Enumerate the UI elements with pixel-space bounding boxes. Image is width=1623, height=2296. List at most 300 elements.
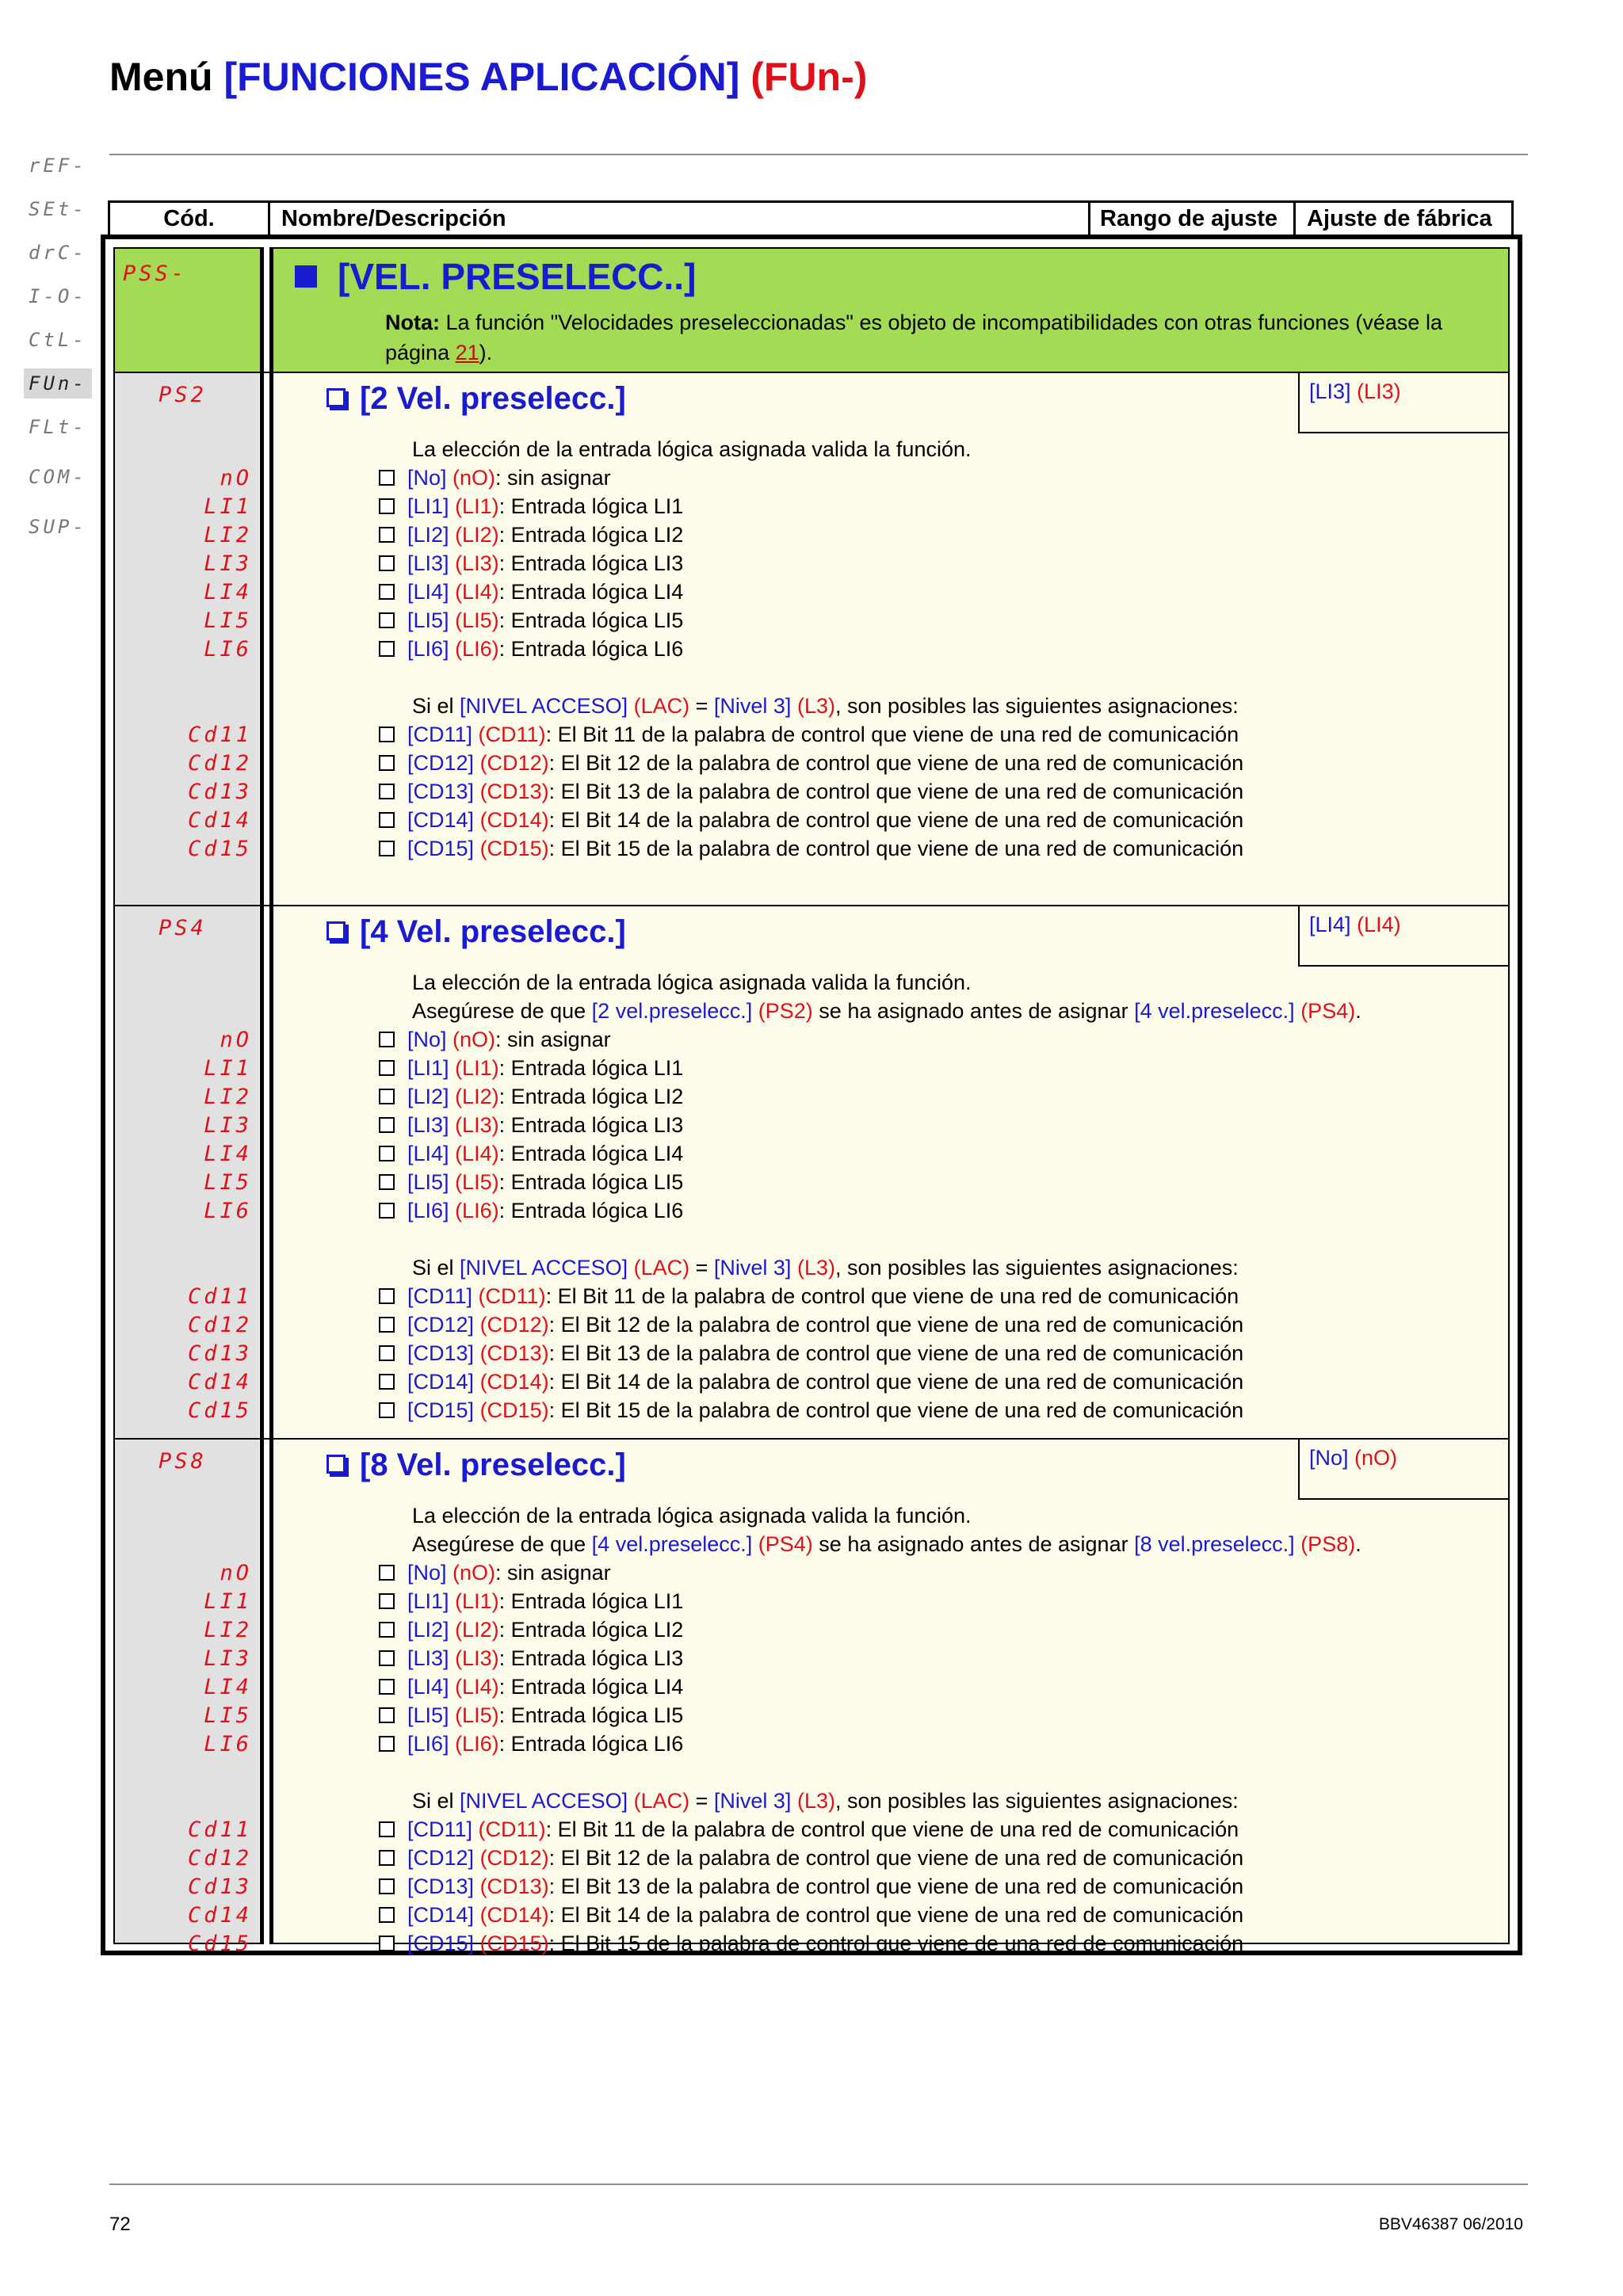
option-label: [CD14] xyxy=(407,1903,475,1927)
option-label: [CD15] xyxy=(407,1932,475,1955)
checkbox-icon[interactable] xyxy=(379,1565,395,1581)
checkbox-square-icon xyxy=(327,921,346,940)
col-header-cod: Cód. xyxy=(108,200,270,237)
option-code-label: (LI6) xyxy=(455,1732,499,1756)
option-desc: : sin asignar xyxy=(495,1028,611,1051)
option-desc: : El Bit 11 de la palabra de control que viene de una red de comunicación xyxy=(545,1817,1239,1841)
option-item[interactable] xyxy=(379,1025,611,1054)
option-code: Cd13 xyxy=(187,1341,252,1366)
option-item[interactable] xyxy=(379,1367,1243,1396)
option-code-label: (CD14) xyxy=(479,1903,549,1927)
option-item[interactable] xyxy=(379,1168,683,1196)
section-code: PS8 xyxy=(158,1449,207,1474)
checkbox-icon[interactable] xyxy=(379,1317,395,1333)
column-divider xyxy=(260,247,273,1944)
access-b1: [NIVEL ACCESO] xyxy=(460,1256,628,1280)
access-t2: = xyxy=(689,1256,714,1280)
option-code-label: (LI4) xyxy=(455,1675,499,1699)
assure-r1: (PS2) xyxy=(752,999,813,1023)
option-label: [CD12] xyxy=(407,1313,475,1337)
assure-b2: [8 vel.preselecc.] xyxy=(1134,1532,1295,1556)
col-header-rango: Rango de ajuste xyxy=(1088,200,1296,237)
side-nav-com[interactable]: COM- xyxy=(29,466,87,488)
option-desc: : El Bit 12 de la palabra de control que viene de una red de comunicación xyxy=(548,1846,1244,1870)
option-label: [No] xyxy=(407,1561,447,1585)
access-r1: (LAC) xyxy=(628,1256,690,1280)
option-code-label: (CD15) xyxy=(479,837,549,860)
option-item[interactable] xyxy=(379,1587,683,1615)
option-code-label: (LI6) xyxy=(455,1199,499,1222)
side-nav-set[interactable]: SEt- xyxy=(29,198,87,220)
option-code: Cd14 xyxy=(187,1370,252,1394)
option-item[interactable] xyxy=(379,492,683,521)
option-code: LI5 xyxy=(204,1703,252,1728)
option-code-label: (nO) xyxy=(453,1561,496,1585)
option-item[interactable] xyxy=(379,463,611,492)
option-label: [LI2] xyxy=(407,1618,449,1642)
option-item[interactable] xyxy=(379,806,1243,834)
option-desc: : El Bit 15 de la palabra de control que viene de una red de comunicación xyxy=(548,1932,1244,1955)
option-code: Cd15 xyxy=(187,1398,252,1423)
section-heading-text: [8 Vel. preselecc.] xyxy=(360,1447,626,1482)
section-code: PS4 xyxy=(158,916,207,940)
option-label: [LI3] xyxy=(407,551,449,575)
assure-t1: Asegúrese de que xyxy=(412,1532,592,1556)
note-end: ). xyxy=(479,341,493,364)
option-code-label: (LI5) xyxy=(455,608,499,632)
assure-b1: [4 vel.preselecc.] xyxy=(591,1532,753,1556)
checkbox-icon[interactable] xyxy=(379,1707,395,1723)
checkbox-icon[interactable] xyxy=(379,612,395,628)
option-item[interactable] xyxy=(379,749,1243,777)
option-item[interactable] xyxy=(379,606,683,635)
option-code-label: (CD15) xyxy=(479,1932,549,1955)
option-code-label: (CD12) xyxy=(479,1846,549,1870)
access-t3: , son posibles las siguientes asignaciones: xyxy=(834,1256,1239,1280)
option-code-label: (LI6) xyxy=(455,637,499,661)
access-r2: (L3) xyxy=(791,694,835,718)
option-code-label: (CD11) xyxy=(478,723,546,746)
option-desc: : Entrada lógica LI5 xyxy=(498,1170,684,1194)
option-code: LI4 xyxy=(204,580,252,605)
option-code: Cd13 xyxy=(187,1875,252,1899)
menu-code: PSS- xyxy=(123,261,188,286)
section-heading xyxy=(327,914,626,950)
option-code: LI1 xyxy=(204,1056,252,1081)
option-code-label: (CD14) xyxy=(479,808,549,832)
option-code-label: (LI1) xyxy=(455,494,499,518)
option-item[interactable] xyxy=(379,521,683,549)
checkbox-icon[interactable] xyxy=(379,1736,395,1752)
section-assure-note xyxy=(412,997,1361,1025)
access-r1: (LAC) xyxy=(628,1789,690,1813)
option-code: Cd12 xyxy=(187,1313,252,1337)
option-item[interactable] xyxy=(379,1615,683,1644)
option-label: [LI1] xyxy=(407,1056,449,1080)
menu-heading xyxy=(295,255,696,298)
option-label: [CD13] xyxy=(407,780,475,803)
option-code: LI4 xyxy=(204,1675,252,1699)
option-code: nO xyxy=(220,1028,252,1052)
option-item[interactable] xyxy=(379,1872,1243,1901)
option-code: LI3 xyxy=(204,1646,252,1671)
section-heading-text: [2 Vel. preselecc.] xyxy=(360,381,626,416)
option-label: [LI4] xyxy=(407,1142,449,1165)
checkbox-icon[interactable] xyxy=(379,1089,395,1104)
access-b2: [Nivel 3] xyxy=(713,1789,792,1813)
option-item[interactable] xyxy=(379,1672,683,1701)
checkbox-icon[interactable] xyxy=(379,584,395,600)
checkbox-icon[interactable] xyxy=(379,727,395,742)
option-code: LI2 xyxy=(204,1085,252,1109)
option-item[interactable] xyxy=(379,1139,683,1168)
option-label: [CD11] xyxy=(407,1817,473,1841)
page-number: 72 xyxy=(109,2214,131,2235)
doc-reference: BBV46387 06/2010 xyxy=(1378,2215,1523,2233)
filled-square-icon xyxy=(295,265,317,288)
option-desc: : El Bit 13 de la palabra de control que viene de una red de comunicación xyxy=(548,1341,1244,1365)
default-code: (nO) xyxy=(1354,1446,1398,1470)
option-code: LI6 xyxy=(204,637,252,662)
option-label: [LI5] xyxy=(407,1170,449,1194)
checkbox-icon[interactable] xyxy=(379,1679,395,1695)
table-inner-frame xyxy=(113,247,1510,1944)
option-item[interactable] xyxy=(379,635,683,663)
default-value: [No] xyxy=(1309,1446,1349,1470)
column-divider-green xyxy=(260,249,273,372)
option-item[interactable] xyxy=(379,1282,1239,1310)
checkbox-icon[interactable] xyxy=(379,1622,395,1638)
access-level-note xyxy=(412,692,1239,720)
option-code: LI2 xyxy=(204,523,252,547)
option-item[interactable] xyxy=(379,834,1243,863)
option-item[interactable] xyxy=(379,1701,683,1730)
option-label: [LI3] xyxy=(407,1113,449,1137)
option-code: LI5 xyxy=(204,608,252,633)
side-nav-ctl[interactable]: CtL- xyxy=(29,329,87,351)
option-desc: : Entrada lógica LI3 xyxy=(498,551,684,575)
checkbox-icon[interactable] xyxy=(379,498,395,514)
option-code-label: (CD14) xyxy=(479,1370,549,1394)
option-code: Cd15 xyxy=(187,1932,252,1956)
default-code: (LI4) xyxy=(1357,913,1401,936)
option-code: LI6 xyxy=(204,1732,252,1756)
option-desc: : Entrada lógica LI5 xyxy=(498,1703,684,1727)
option-code: LI2 xyxy=(204,1618,252,1642)
option-item[interactable] xyxy=(379,720,1239,749)
option-label: [LI6] xyxy=(407,637,449,661)
option-item[interactable] xyxy=(379,1844,1243,1872)
section-intro: La elección de la entrada lógica asignada valida la función. xyxy=(412,971,972,994)
option-desc: : Entrada lógica LI3 xyxy=(498,1113,684,1137)
option-label: [CD14] xyxy=(407,808,475,832)
checkbox-icon[interactable] xyxy=(379,1060,395,1076)
section-assure-note xyxy=(412,1530,1361,1558)
option-label: [LI6] xyxy=(407,1199,449,1222)
option-desc: : Entrada lógica LI4 xyxy=(498,1675,684,1699)
col-header-nombre: Nombre/Descripción xyxy=(268,200,1090,237)
option-code-label: (LI1) xyxy=(455,1056,499,1080)
assure-t1: Asegúrese de que xyxy=(412,999,592,1023)
page-title xyxy=(109,54,867,100)
option-code-label: (LI3) xyxy=(455,1646,499,1670)
access-r2: (L3) xyxy=(791,1789,835,1813)
title-code: (FUn-) xyxy=(750,55,868,99)
option-item[interactable] xyxy=(379,1396,1243,1425)
col-header-ajuste: Ajuste de fábrica xyxy=(1293,200,1514,237)
option-item[interactable] xyxy=(379,549,683,578)
checkbox-icon[interactable] xyxy=(379,784,395,799)
checkbox-icon[interactable] xyxy=(379,1174,395,1190)
option-desc: : Entrada lógica LI2 xyxy=(498,1618,684,1642)
option-code-label: (LI4) xyxy=(455,1142,499,1165)
option-desc: : Entrada lógica LI5 xyxy=(498,608,684,632)
checkbox-icon[interactable] xyxy=(379,1288,395,1304)
option-desc: : El Bit 11 de la palabra de control que viene de una red de comunicación xyxy=(545,723,1239,746)
checkbox-icon[interactable] xyxy=(379,1345,395,1361)
option-code: Cd14 xyxy=(187,1903,252,1928)
option-code: nO xyxy=(220,466,252,490)
checkbox-icon[interactable] xyxy=(379,1907,395,1923)
option-label: [LI1] xyxy=(407,1589,449,1613)
option-code: LI6 xyxy=(204,1199,252,1223)
option-label: [CD13] xyxy=(407,1875,475,1898)
option-desc: : El Bit 15 de la palabra de control que viene de una red de comunicación xyxy=(548,837,1244,860)
checkbox-square-icon xyxy=(327,1455,346,1474)
note-page-link[interactable]: 21 xyxy=(455,341,479,364)
checkbox-icon[interactable] xyxy=(379,1593,395,1609)
option-desc: : El Bit 13 de la palabra de control que viene de una red de comunicación xyxy=(548,1875,1244,1898)
option-code-label: (LI2) xyxy=(455,523,499,547)
access-r2: (L3) xyxy=(791,1256,835,1280)
access-t3: , son posibles las siguientes asignaciones: xyxy=(834,694,1239,718)
checkbox-icon[interactable] xyxy=(379,1936,395,1951)
side-nav-sup[interactable]: SUP- xyxy=(29,516,87,538)
checkbox-icon[interactable] xyxy=(379,1650,395,1666)
factory-default xyxy=(1298,1438,1509,1500)
option-label: [CD11] xyxy=(407,723,473,746)
section-heading xyxy=(327,1447,626,1483)
option-desc: : Entrada lógica LI2 xyxy=(498,1085,684,1108)
assure-t3: . xyxy=(1355,1532,1361,1556)
checkbox-square-icon xyxy=(327,388,346,407)
side-nav-io[interactable]: I-O- xyxy=(29,285,87,307)
assure-b1: [2 vel.preselecc.] xyxy=(591,999,753,1023)
option-item[interactable] xyxy=(379,1054,683,1082)
checkbox-icon[interactable] xyxy=(379,1117,395,1133)
option-label: [CD13] xyxy=(407,1341,475,1365)
access-level-note xyxy=(412,1253,1239,1282)
option-item[interactable] xyxy=(379,777,1243,806)
section-heading-text: [4 Vel. preselecc.] xyxy=(360,914,626,949)
option-item[interactable] xyxy=(379,1929,1243,1958)
option-code-label: (CD13) xyxy=(479,1341,549,1365)
option-item[interactable] xyxy=(379,1111,683,1139)
option-item[interactable] xyxy=(379,1558,611,1587)
option-desc: : sin asignar xyxy=(495,466,611,490)
option-desc: : Entrada lógica LI3 xyxy=(498,1646,684,1670)
option-desc: : El Bit 12 de la palabra de control que viene de una red de comunicación xyxy=(548,751,1244,775)
option-desc: : Entrada lógica LI1 xyxy=(498,494,684,518)
checkbox-icon[interactable] xyxy=(379,812,395,828)
option-item[interactable] xyxy=(379,1815,1239,1844)
assure-r1: (PS4) xyxy=(752,1532,813,1556)
option-code: Cd11 xyxy=(187,723,252,747)
option-code: LI5 xyxy=(204,1170,252,1195)
access-b1: [NIVEL ACCESO] xyxy=(460,694,628,718)
checkbox-icon[interactable] xyxy=(379,1878,395,1894)
option-code-label: (LI4) xyxy=(455,580,499,604)
note-text: La función "Velocidades preseleccionadas" es objeto de incompatibilidades con otras funciones (véase la página xyxy=(385,311,1442,364)
option-code-label: (LI2) xyxy=(455,1085,499,1108)
option-code: Cd14 xyxy=(187,808,252,833)
option-code-label: (nO) xyxy=(453,466,496,490)
checkbox-icon[interactable] xyxy=(379,555,395,571)
access-t1: Si el xyxy=(412,694,460,718)
checkbox-icon[interactable] xyxy=(379,1146,395,1161)
option-label: [LI5] xyxy=(407,608,449,632)
access-t2: = xyxy=(689,1789,714,1813)
option-code: Cd12 xyxy=(187,751,252,776)
option-code-label: (LI3) xyxy=(455,551,499,575)
option-code-label: (LI5) xyxy=(455,1170,499,1194)
option-code-label: (CD13) xyxy=(479,1875,549,1898)
section-intro: La elección de la entrada lógica asignada valida la función. xyxy=(412,437,972,461)
option-label: [CD11] xyxy=(407,1284,473,1308)
access-b2: [Nivel 3] xyxy=(713,1256,792,1280)
option-desc: : Entrada lógica LI1 xyxy=(498,1056,684,1080)
option-label: [CD12] xyxy=(407,1846,475,1870)
side-nav-ref[interactable]: rEF- xyxy=(29,154,87,177)
option-label: [CD15] xyxy=(407,1398,475,1422)
checkbox-icon[interactable] xyxy=(379,1032,395,1047)
access-t3: , son posibles las siguientes asignaciones: xyxy=(834,1789,1239,1813)
option-desc: : El Bit 14 de la palabra de control que viene de una red de comunicación xyxy=(548,1903,1244,1927)
option-desc: : El Bit 14 de la palabra de control que viene de una red de comunicación xyxy=(548,1370,1244,1394)
checkbox-icon[interactable] xyxy=(379,1203,395,1219)
checkbox-icon[interactable] xyxy=(379,641,395,657)
checkbox-icon[interactable] xyxy=(379,1850,395,1866)
option-code: Cd13 xyxy=(187,780,252,804)
access-b2: [Nivel 3] xyxy=(713,694,792,718)
option-code: LI3 xyxy=(204,551,252,576)
option-desc: : Entrada lógica LI4 xyxy=(498,1142,684,1165)
assure-t3: . xyxy=(1355,999,1361,1023)
option-item[interactable] xyxy=(379,578,683,606)
access-r1: (LAC) xyxy=(628,694,690,718)
option-desc: : El Bit 12 de la palabra de control que viene de una red de comunicación xyxy=(548,1313,1244,1337)
default-code: (LI3) xyxy=(1357,379,1401,403)
checkbox-icon[interactable] xyxy=(379,1821,395,1837)
option-desc: : Entrada lógica LI2 xyxy=(498,523,684,547)
side-nav-fun[interactable]: FUn- xyxy=(24,368,92,399)
option-label: [No] xyxy=(407,466,447,490)
checkbox-icon[interactable] xyxy=(379,470,395,486)
section-heading xyxy=(327,381,626,417)
option-code-label: (CD12) xyxy=(479,1313,549,1337)
option-label: [LI4] xyxy=(407,1675,449,1699)
option-label: [CD12] xyxy=(407,751,475,775)
factory-default xyxy=(1298,372,1509,433)
option-item[interactable] xyxy=(379,1339,1243,1367)
checkbox-icon[interactable] xyxy=(379,1374,395,1390)
option-item[interactable] xyxy=(379,1901,1243,1929)
option-desc: : Entrada lógica LI6 xyxy=(498,637,684,661)
option-code-label: (nO) xyxy=(453,1028,496,1051)
option-desc: : Entrada lógica LI1 xyxy=(498,1589,684,1613)
option-item[interactable] xyxy=(379,1196,683,1225)
assure-t2: se ha asignado antes de asignar xyxy=(812,999,1135,1023)
option-item[interactable] xyxy=(379,1310,1243,1339)
default-value: [LI3] xyxy=(1309,379,1351,403)
access-t1: Si el xyxy=(412,1789,460,1813)
option-label: [LI5] xyxy=(407,1703,449,1727)
option-code-label: (CD15) xyxy=(479,1398,549,1422)
checkbox-icon[interactable] xyxy=(379,755,395,771)
option-code-label: (LI3) xyxy=(455,1113,499,1137)
side-nav-drc[interactable]: drC- xyxy=(29,242,87,264)
option-desc: : Entrada lógica LI6 xyxy=(498,1732,684,1756)
option-code: nO xyxy=(220,1561,252,1585)
option-code-label: (LI2) xyxy=(455,1618,499,1642)
option-code-label: (CD12) xyxy=(479,751,549,775)
checkbox-icon[interactable] xyxy=(379,1402,395,1418)
option-label: [No] xyxy=(407,1028,447,1051)
option-label: [LI2] xyxy=(407,523,449,547)
option-desc: : El Bit 11 de la palabra de control que viene de una red de comunicación xyxy=(545,1284,1239,1308)
option-label: [CD14] xyxy=(407,1370,475,1394)
option-code: LI3 xyxy=(204,1113,252,1138)
section-code: PS2 xyxy=(158,383,207,407)
option-label: [LI3] xyxy=(407,1646,449,1670)
assure-t2: se ha asignado antes de asignar xyxy=(812,1532,1135,1556)
assure-b2: [4 vel.preselecc.] xyxy=(1134,999,1295,1023)
note-label: Nota: xyxy=(385,311,440,334)
option-label: [LI6] xyxy=(407,1732,449,1756)
access-t1: Si el xyxy=(412,1256,460,1280)
option-desc: : Entrada lógica LI4 xyxy=(498,580,684,604)
option-code: LI4 xyxy=(204,1142,252,1166)
access-b1: [NIVEL ACCESO] xyxy=(460,1789,628,1813)
menu-heading-text: [VEL. PRESELECC..] xyxy=(338,256,697,297)
option-code: LI1 xyxy=(204,1589,252,1614)
checkbox-icon[interactable] xyxy=(379,527,395,543)
title-menu: [FUNCIONES APLICACIÓN] xyxy=(223,55,740,99)
option-desc: : El Bit 14 de la palabra de control que viene de una red de comunicación xyxy=(548,808,1244,832)
option-label: [LI2] xyxy=(407,1085,449,1108)
checkbox-icon[interactable] xyxy=(379,841,395,856)
option-item[interactable] xyxy=(379,1730,683,1758)
option-code-label: (LI5) xyxy=(455,1703,499,1727)
option-label: [CD15] xyxy=(407,837,475,860)
option-desc: : El Bit 13 de la palabra de control que viene de una red de comunicación xyxy=(548,780,1244,803)
option-code: Cd11 xyxy=(187,1284,252,1309)
option-item[interactable] xyxy=(379,1082,683,1111)
option-code: LI1 xyxy=(204,494,252,519)
header-rule xyxy=(109,154,1528,155)
default-value: [LI4] xyxy=(1309,913,1351,936)
option-desc: : El Bit 15 de la palabra de control que viene de una red de comunicación xyxy=(548,1398,1244,1422)
access-t2: = xyxy=(689,694,714,718)
footer-rule xyxy=(109,2183,1528,2185)
side-nav-flt[interactable]: FLt- xyxy=(29,416,87,438)
option-item[interactable] xyxy=(379,1644,683,1672)
option-code-label: (CD13) xyxy=(479,780,549,803)
assure-r2: (PS8) xyxy=(1294,1532,1356,1556)
option-desc: : Entrada lógica LI6 xyxy=(498,1199,684,1222)
option-desc: : sin asignar xyxy=(495,1561,611,1585)
factory-default xyxy=(1298,905,1509,967)
